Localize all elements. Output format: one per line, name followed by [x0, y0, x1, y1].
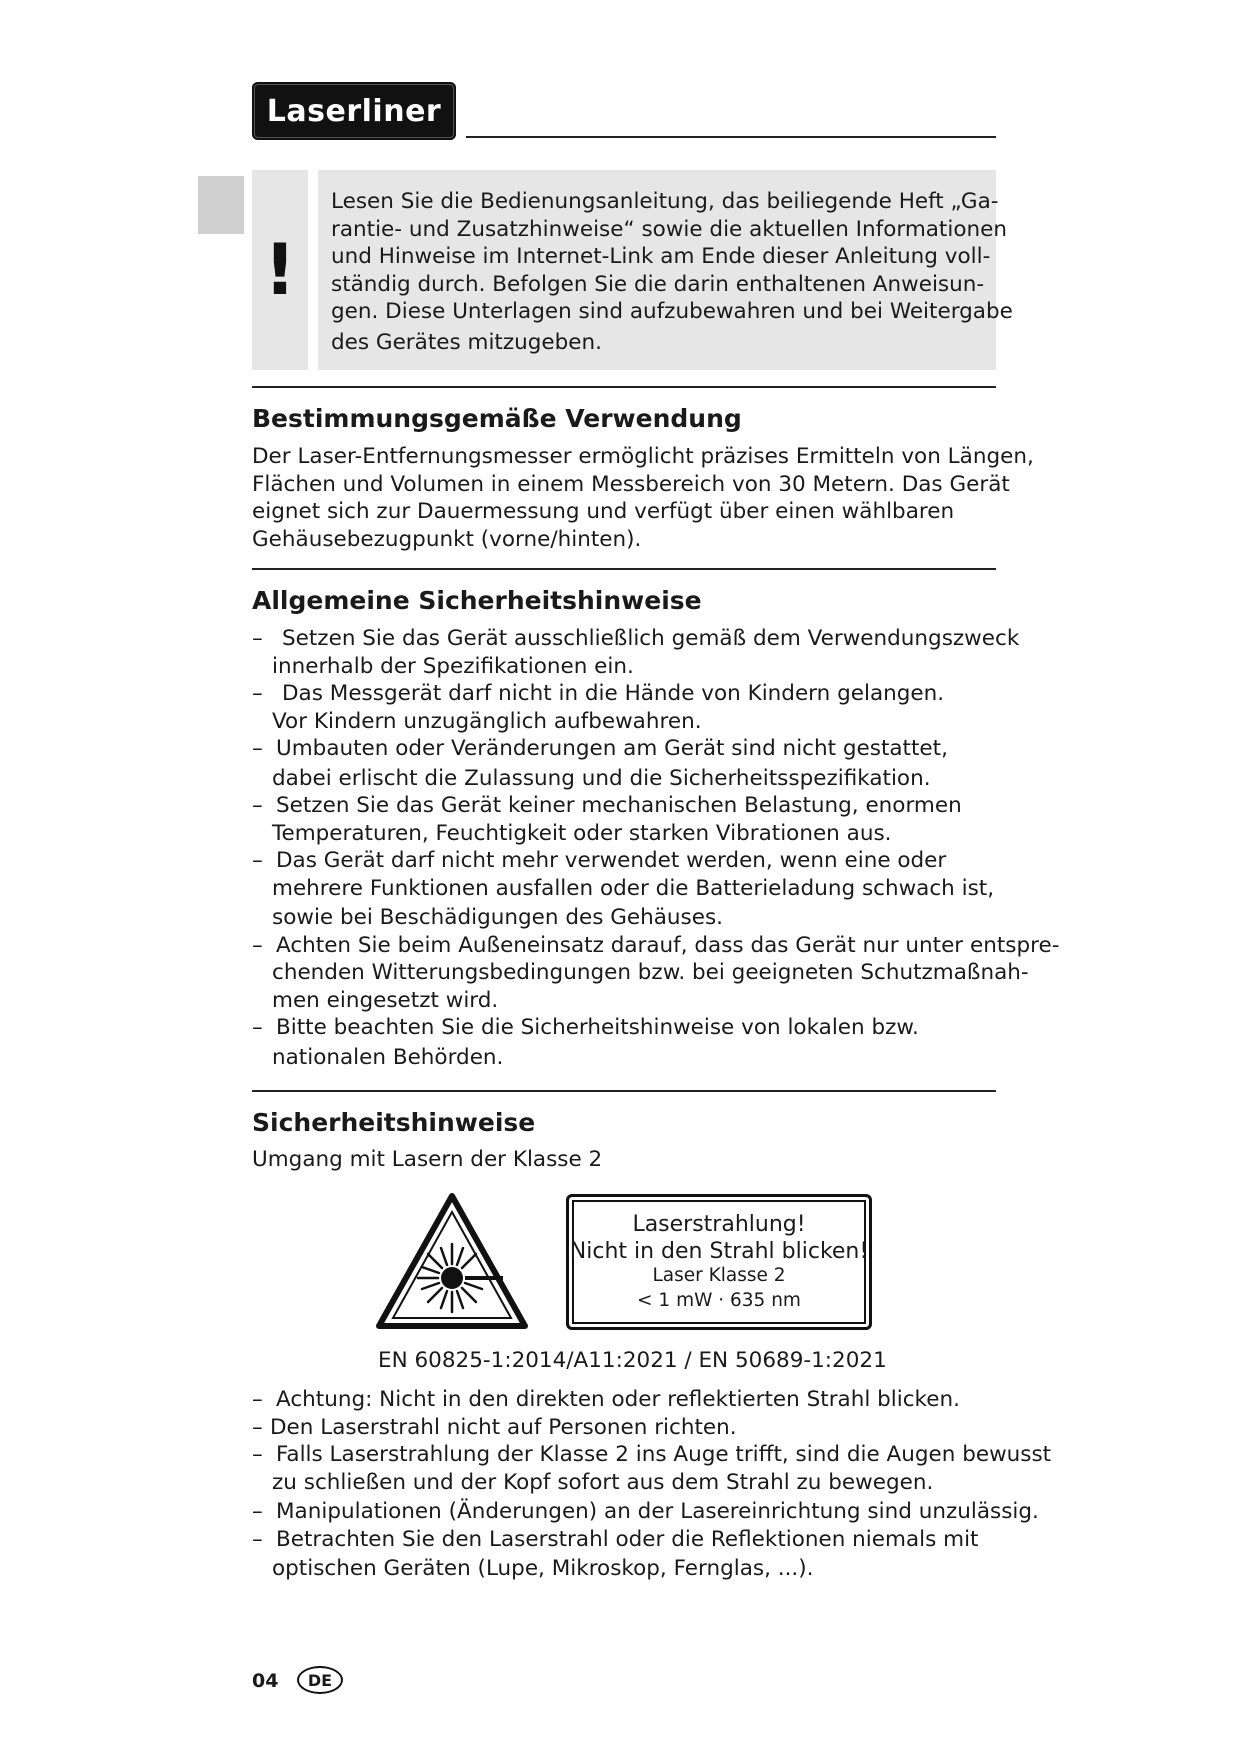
section-divider: [252, 568, 996, 570]
item-line: Bitte beachten Sie die Sicherheitshinweise von lokalen bzw.: [276, 1015, 919, 1040]
laser-warning-icon: [375, 1192, 529, 1330]
item-line: nationalen Behörden.: [272, 1044, 504, 1070]
notice-line: Lesen Sie die Bedienungsanleitung, das beiliegende Heft „Ga-: [331, 189, 999, 214]
item-line: Temperaturen, Feuchtigkeit oder starken Vibrationen aus.: [272, 820, 892, 846]
list-item: [252, 1498, 1039, 1526]
brand-logo: Laserliner: [252, 82, 456, 140]
dash-bullet: –: [252, 1414, 263, 1440]
text-line: Flächen und Volumen in einem Messbereich von 30 Metern. Das Gerät: [252, 471, 1010, 497]
dash-bullet: –: [252, 1442, 263, 1467]
general-safety-heading: Allgemeine Sicherheitshinweise: [252, 586, 702, 615]
item-line: men eingesetzt wird.: [272, 987, 499, 1013]
item-line: Den Laserstrahl nicht auf Personen richten.: [270, 1414, 737, 1440]
label-line: Laser Klasse 2: [652, 1265, 786, 1286]
header-divider: [466, 136, 996, 138]
general-safety-list: [252, 625, 1060, 1071]
item-line: Das Messgerät darf nicht in die Hände von Kindern gelangen.: [282, 681, 945, 706]
dash-bullet: –: [252, 1499, 263, 1524]
laser-safety-list: [252, 1386, 1052, 1583]
item-line: Achtung: Nicht in den direkten oder reflektierten Strahl blicken.: [276, 1387, 960, 1412]
list-item: [252, 1014, 1012, 1071]
label-line: < 1 mW · 635 nm: [637, 1290, 801, 1311]
text-line: Gehäusebezugpunkt (vorne/hinten).: [252, 526, 642, 552]
list-item: [252, 1526, 1012, 1583]
intended-use-text: [252, 443, 1034, 553]
laser-safety-subheading: [252, 1146, 602, 1174]
list-item: [252, 680, 1012, 735]
item-line: Setzen Sie das Gerät keiner mechanischen Belastung, enormen: [276, 793, 962, 818]
notice-line: ständig durch. Befolgen Sie die darin enthaltenen Anweisun-: [331, 271, 985, 297]
notice-line: und Hinweise im Internet-Link am Ende dieser Anleitung voll-: [331, 244, 991, 269]
list-item: [252, 1386, 1012, 1414]
standard-reference: EN 60825-1:2014/A11:2021 / EN 50689-1:2021: [378, 1348, 887, 1373]
notice-line: des Gerätes mitzugeben.: [331, 329, 602, 355]
list-item: [252, 735, 1012, 792]
dash-bullet: –: [252, 848, 263, 873]
item-line: Das Gerät darf nicht mehr verwendet werden, wenn eine oder: [276, 848, 947, 873]
dash-bullet: –: [252, 681, 263, 706]
list-item: [252, 1414, 1012, 1442]
dash-bullet: –: [252, 736, 263, 761]
dash-bullet: –: [252, 626, 263, 651]
subheading-text: Umgang mit Lasern der Klasse 2: [252, 1147, 603, 1172]
item-line: optischen Geräten (Lupe, Mikroskop, Fernglas, ...).: [272, 1556, 814, 1581]
list-item: [252, 792, 1012, 847]
intended-use-heading: Bestimmungsgemäße Verwendung: [252, 404, 742, 433]
item-line: chenden Witterungsbedingungen bzw. bei geeigneten Schutzmaßnah-: [272, 960, 1029, 985]
item-line: Manipulationen (Änderungen) an der Lasereinrichtung sind unzulässig.: [276, 1499, 1039, 1524]
item-line: mehrere Funktionen ausfallen oder die Batterieladung schwach ist,: [272, 875, 995, 901]
section-divider: [252, 386, 996, 388]
item-line: Umbauten oder Veränderungen am Gerät sind nicht gestattet,: [276, 736, 948, 761]
section-tab-marker: [198, 176, 244, 234]
label-line: Nicht in den Strahl blicken!: [569, 1239, 869, 1264]
dash-bullet: –: [252, 1526, 263, 1552]
warning-marker: [252, 170, 308, 370]
item-line: dabei erlischt die Zulassung und die Sicherheitsspezifikation.: [272, 765, 931, 791]
notice-line: rantie- und Zusatzhinweise“ sowie die aktuellen Informationen: [331, 216, 1007, 242]
dash-bullet: –: [252, 1387, 263, 1412]
exclamation-icon: !: [264, 229, 296, 311]
page-number: 04: [252, 1670, 279, 1692]
dash-bullet: –: [252, 1015, 263, 1040]
label-line: Laserstrahlung!: [632, 1212, 806, 1237]
item-line: Falls Laserstrahlung der Klasse 2 ins Auge trifft, sind die Augen bewusst: [276, 1442, 1052, 1467]
dash-bullet: –: [252, 932, 263, 958]
list-item: [252, 932, 1060, 1015]
text-line: Der Laser-Entfernungsmesser ermöglicht präzises Ermitteln von Längen,: [252, 444, 1034, 469]
item-line: Achten Sie beim Außeneinsatz darauf, dass das Gerät nur unter entspre-: [276, 932, 1060, 958]
item-line: sowie bei Beschädigungen des Gehäuses.: [272, 905, 724, 930]
notice-line: gen. Diese Unterlagen sind aufzubewahren und bei Weitergabe: [331, 299, 1013, 324]
language-badge: DE: [297, 1666, 343, 1694]
laser-class-label: [566, 1194, 872, 1330]
item-line: zu schließen und der Kopf sofort aus dem Strahl zu bewegen.: [272, 1469, 934, 1495]
section-divider: [252, 1090, 996, 1092]
dash-bullet: –: [252, 793, 263, 818]
list-item: [252, 847, 1012, 932]
item-line: Betrachten Sie den Laserstrahl oder die Reflektionen niemals mit: [276, 1526, 979, 1552]
item-line: Vor Kindern unzugänglich aufbewahren.: [272, 708, 702, 734]
text-line: eignet sich zur Dauermessung und verfügt über einen wählbaren: [252, 499, 955, 524]
item-line: Setzen Sie das Gerät ausschließlich gemäß dem Verwendungszweck: [282, 626, 1020, 651]
list-item: [252, 1441, 1052, 1496]
list-item: [252, 625, 1020, 680]
read-manual-notice: [318, 170, 1013, 370]
laser-safety-heading: Sicherheitshinweise: [252, 1108, 536, 1137]
item-line: innerhalb der Spezifikationen ein.: [272, 653, 634, 679]
